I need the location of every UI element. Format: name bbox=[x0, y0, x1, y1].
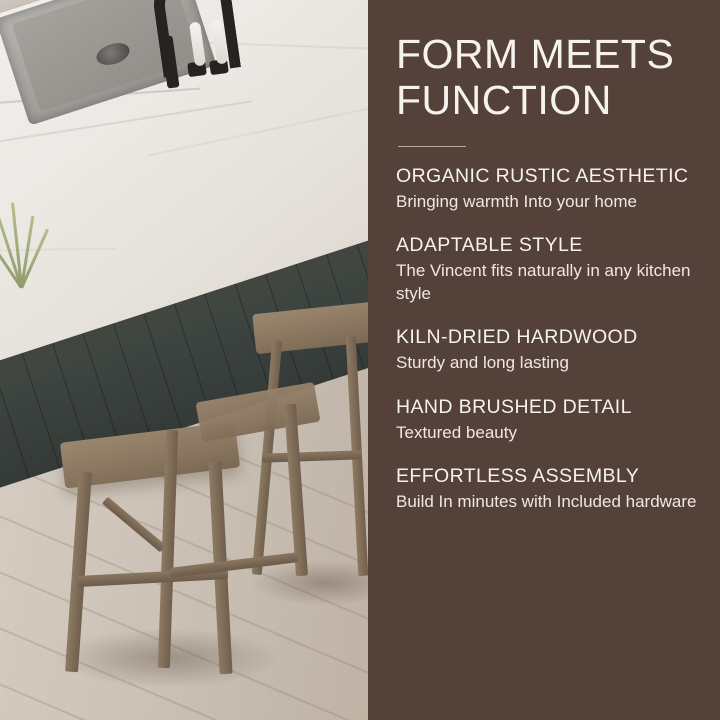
feature-panel bbox=[368, 0, 720, 720]
feature-description: Sturdy and long lasting bbox=[396, 353, 569, 373]
divider bbox=[398, 146, 466, 147]
feature-title: HAND BRUSHED DETAIL bbox=[396, 395, 632, 418]
feature-list bbox=[396, 165, 698, 514]
feature-item bbox=[396, 165, 698, 213]
feature-item bbox=[396, 465, 698, 513]
feature-title: EFFORTLESS ASSEMBLY bbox=[396, 465, 640, 487]
feature-item bbox=[396, 234, 698, 305]
feature-item bbox=[396, 326, 698, 374]
feature-description: Textured beauty bbox=[396, 422, 517, 442]
feature-title: KILN-DRIED HARDWOOD bbox=[396, 326, 638, 349]
feature-description: Build In minutes with Included hardware bbox=[396, 492, 697, 511]
feature-description: Bringing warmth Into your home bbox=[396, 191, 637, 211]
feature-title: ADAPTABLE STYLE bbox=[396, 234, 583, 257]
feature-title: ORGANIC RUSTIC AESTHETIC bbox=[396, 164, 689, 187]
feature-description: The Vincent fits naturally in any kitchen style bbox=[396, 261, 691, 303]
page-title: FORM MEETS FUNCTION bbox=[396, 31, 675, 123]
feature-item bbox=[396, 396, 698, 444]
potted-plant bbox=[0, 178, 62, 288]
